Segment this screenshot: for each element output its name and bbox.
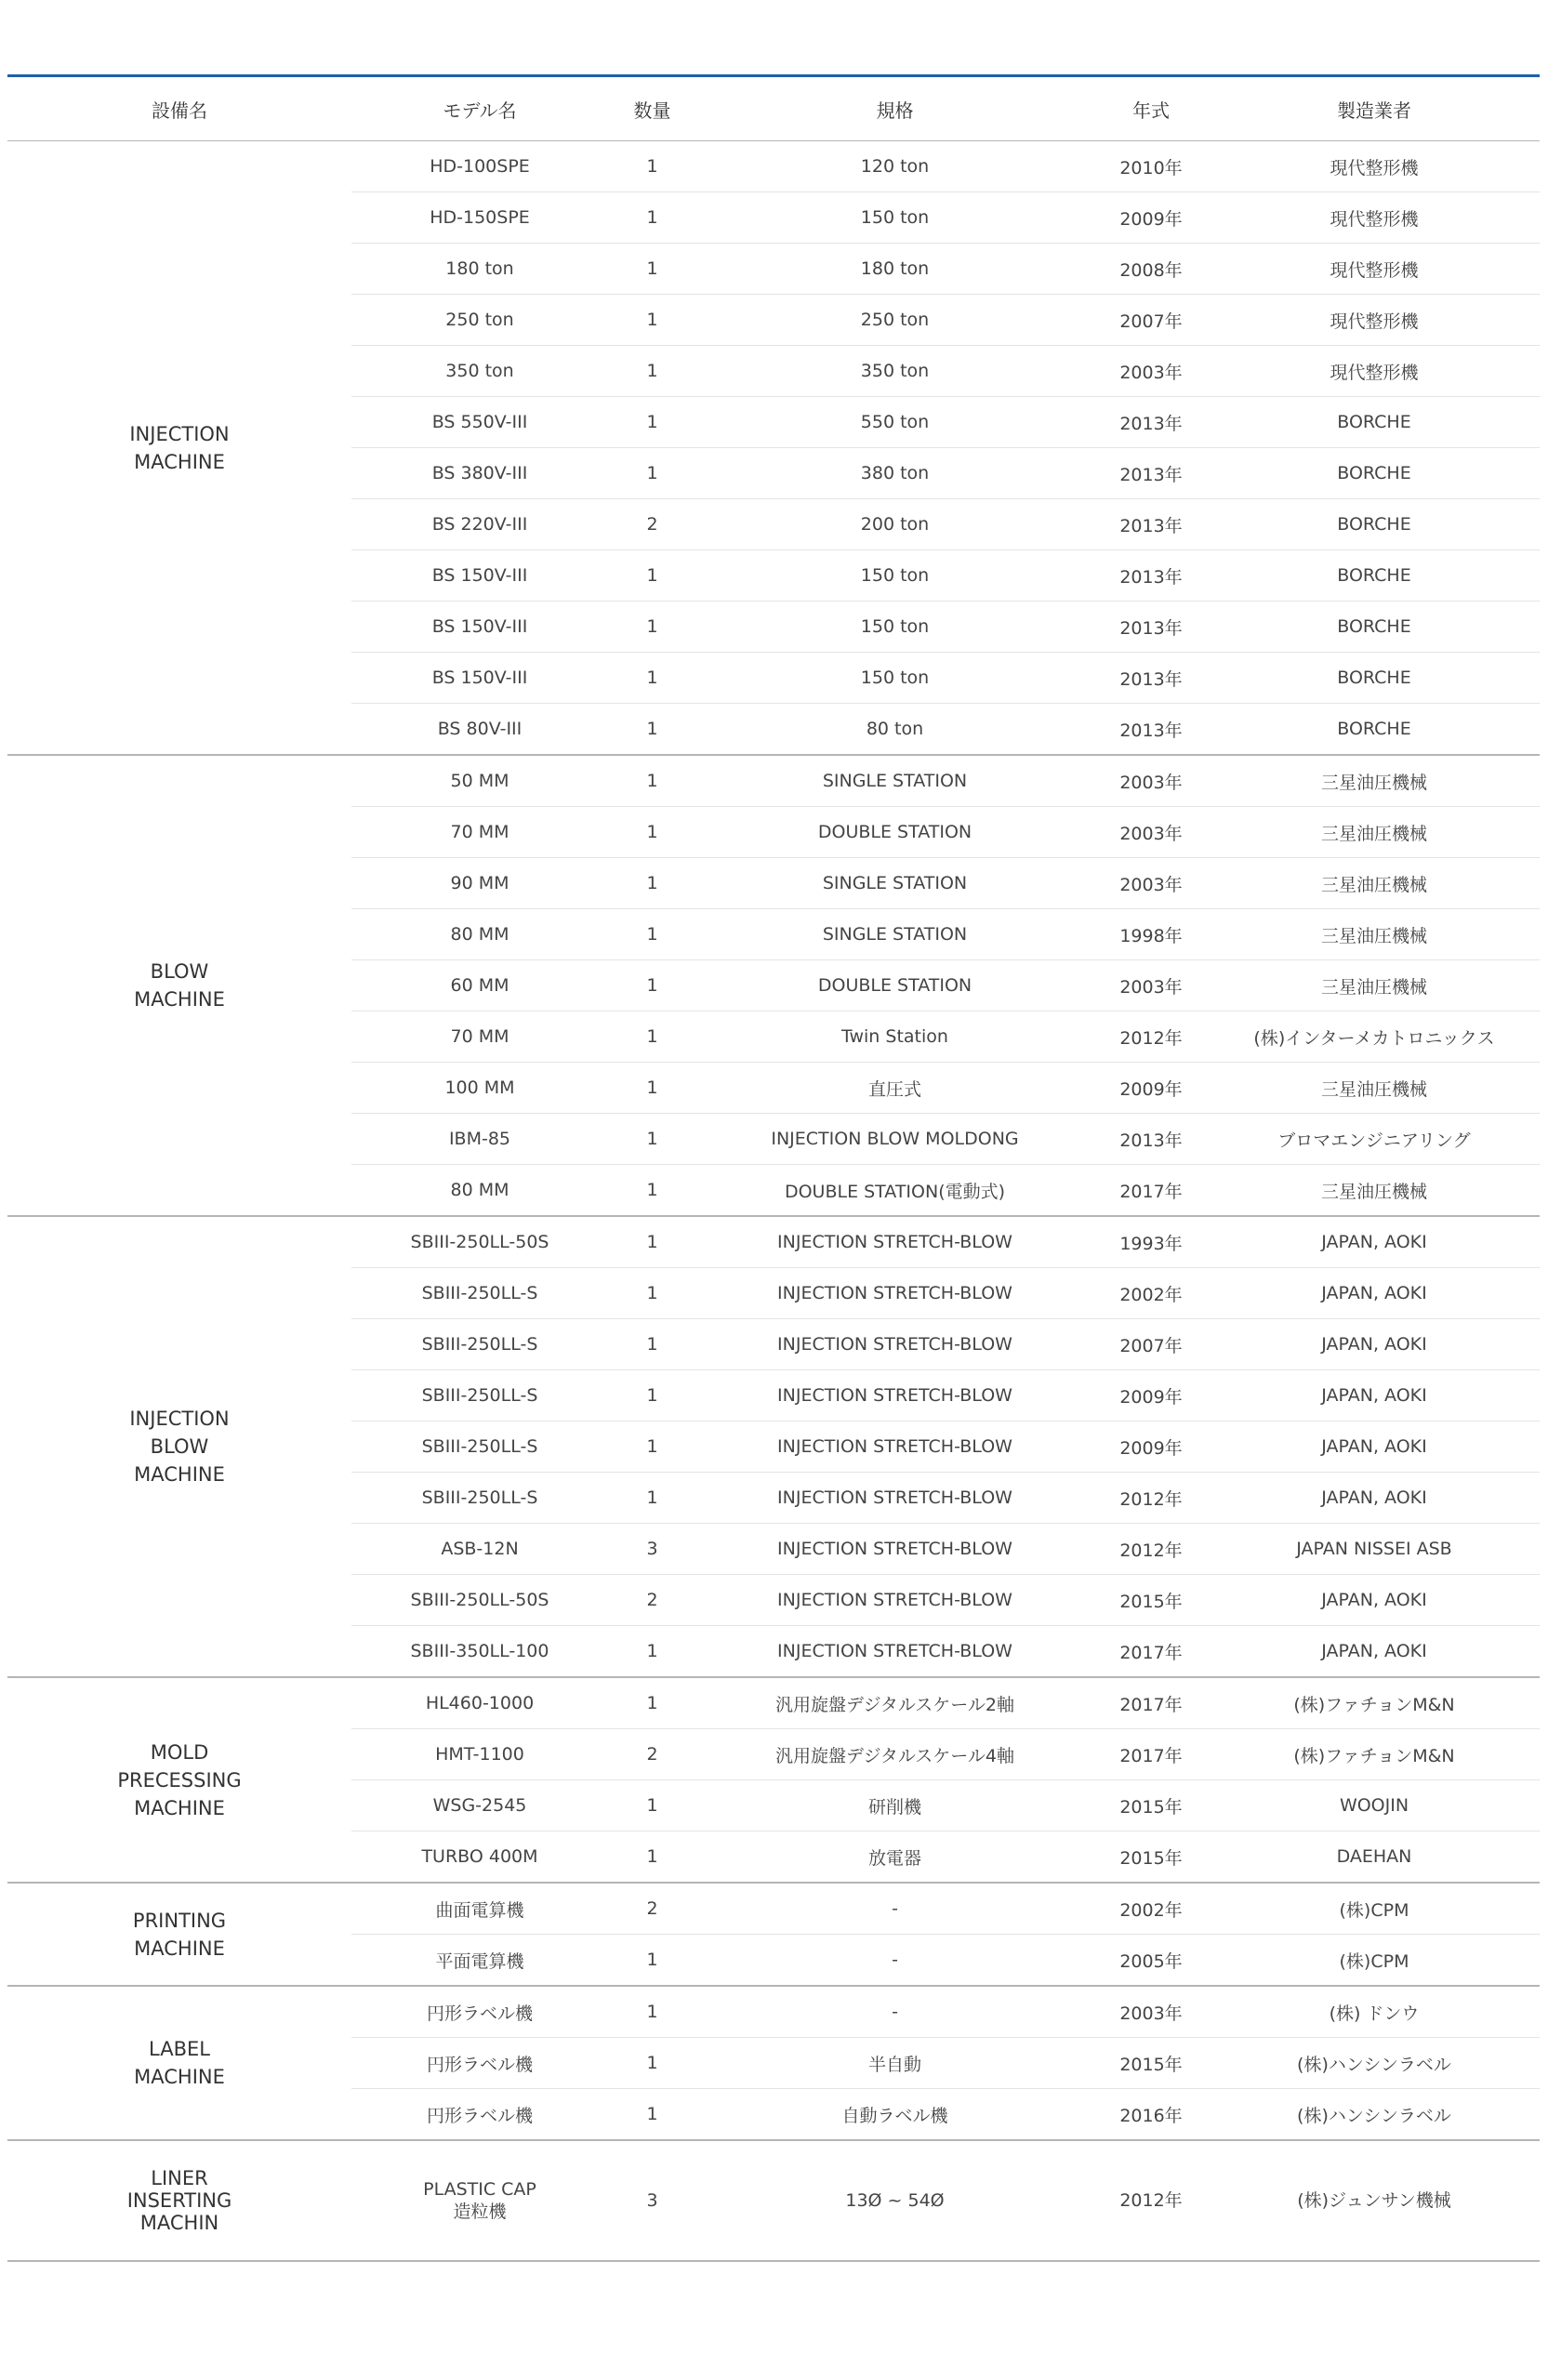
maker-cell: BORCHE xyxy=(1209,550,1540,602)
quantity-cell: 1 xyxy=(608,2089,696,2141)
maker-cell: (株)インターメカトロニックス xyxy=(1209,1012,1540,1063)
maker-cell: 現代整形機 xyxy=(1209,295,1540,346)
quantity-cell: 3 xyxy=(608,1524,696,1575)
spec-cell: 放電器 xyxy=(696,1831,1093,1884)
quantity-cell: 1 xyxy=(608,1370,696,1421)
maker-cell: JAPAN, AOKI xyxy=(1209,1268,1540,1319)
maker-cell: ブロマエンジニアリング xyxy=(1209,1114,1540,1165)
spec-cell: 150 ton xyxy=(696,550,1093,602)
model-cell: SBIII-350LL-100 xyxy=(351,1626,608,1678)
maker-cell: 現代整形機 xyxy=(1209,141,1540,192)
model-cell: ASB-12N xyxy=(351,1524,608,1575)
spec-cell: 150 ton xyxy=(696,653,1093,704)
table-row xyxy=(7,2140,1540,2261)
spec-cell: 380 ton xyxy=(696,448,1093,499)
maker-cell: (株)ファチョンM&N xyxy=(1209,1677,1540,1729)
table-row xyxy=(7,755,1540,807)
spec-cell: 汎用旋盤デジタルスケール4軸 xyxy=(696,1729,1093,1780)
year-cell: 2012年 xyxy=(1093,1473,1209,1524)
spec-cell: 150 ton xyxy=(696,602,1093,653)
spec-cell: 汎用旋盤デジタルスケール2軸 xyxy=(696,1677,1093,1729)
quantity-cell: 1 xyxy=(608,1319,696,1370)
spec-cell: 350 ton xyxy=(696,346,1093,397)
spec-cell: 550 ton xyxy=(696,397,1093,448)
spec-cell: 250 ton xyxy=(696,295,1093,346)
model-cell: BS 220V-III xyxy=(351,499,608,550)
quantity-cell: 1 xyxy=(608,1626,696,1678)
spec-cell: INJECTION STRETCH-BLOW xyxy=(696,1370,1093,1421)
spec-cell: 150 ton xyxy=(696,192,1093,244)
quantity-cell: 1 xyxy=(608,1935,696,1987)
model-cell: 80 MM xyxy=(351,1165,608,1217)
category-cell: MOLD PRECESSING MACHINE xyxy=(7,1677,351,1883)
model-cell: SBIII-250LL-S xyxy=(351,1268,608,1319)
model-cell: SBIII-250LL-50S xyxy=(351,1216,608,1268)
year-cell: 2012年 xyxy=(1093,2140,1209,2261)
model-cell: 50 MM xyxy=(351,755,608,807)
maker-cell: DAEHAN xyxy=(1209,1831,1540,1884)
maker-cell: (株)CPM xyxy=(1209,1935,1540,1987)
maker-cell: (株) ドンウ xyxy=(1209,1986,1540,2038)
year-cell: 2015年 xyxy=(1093,1780,1209,1831)
model-cell: SBIII-250LL-S xyxy=(351,1319,608,1370)
header-row xyxy=(7,77,1540,141)
model-cell: SBIII-250LL-50S xyxy=(351,1575,608,1626)
year-cell: 2007年 xyxy=(1093,1319,1209,1370)
model-cell: HD-100SPE xyxy=(351,141,608,192)
maker-cell: BORCHE xyxy=(1209,499,1540,550)
spec-cell: 80 ton xyxy=(696,704,1093,756)
quantity-cell: 1 xyxy=(608,1986,696,2038)
quantity-cell: 1 xyxy=(608,858,696,909)
maker-cell: JAPAN, AOKI xyxy=(1209,1421,1540,1473)
maker-cell: (株)ジュンサン機械 xyxy=(1209,2140,1540,2261)
model-cell: 180 ton xyxy=(351,244,608,295)
year-cell: 2017年 xyxy=(1093,1729,1209,1780)
year-cell: 2003年 xyxy=(1093,346,1209,397)
year-cell: 2007年 xyxy=(1093,295,1209,346)
year-cell: 2012年 xyxy=(1093,1012,1209,1063)
quantity-cell: 1 xyxy=(608,1114,696,1165)
quantity-cell: 1 xyxy=(608,244,696,295)
spec-cell: 180 ton xyxy=(696,244,1093,295)
spec-cell: 研削機 xyxy=(696,1780,1093,1831)
maker-cell: BORCHE xyxy=(1209,704,1540,756)
year-cell: 2003年 xyxy=(1093,1986,1209,2038)
year-cell: 2005年 xyxy=(1093,1935,1209,1987)
quantity-cell: 1 xyxy=(608,2038,696,2089)
spec-cell: - xyxy=(696,1883,1093,1935)
quantity-cell: 1 xyxy=(608,909,696,960)
quantity-cell: 1 xyxy=(608,1268,696,1319)
spec-cell: DOUBLE STATION xyxy=(696,960,1093,1012)
model-cell: BS 80V-III xyxy=(351,704,608,756)
year-cell: 2013年 xyxy=(1093,704,1209,756)
maker-cell: 三星油圧機械 xyxy=(1209,858,1540,909)
quantity-cell: 1 xyxy=(608,960,696,1012)
maker-cell: BORCHE xyxy=(1209,448,1540,499)
quantity-cell: 2 xyxy=(608,1575,696,1626)
quantity-cell: 2 xyxy=(608,499,696,550)
spec-cell: INJECTION STRETCH-BLOW xyxy=(696,1473,1093,1524)
model-cell: 250 ton xyxy=(351,295,608,346)
year-cell: 2002年 xyxy=(1093,1268,1209,1319)
quantity-cell: 2 xyxy=(608,1883,696,1935)
model-cell: HL460-1000 xyxy=(351,1677,608,1729)
maker-cell: 三星油圧機械 xyxy=(1209,960,1540,1012)
model-cell: SBIII-250LL-S xyxy=(351,1473,608,1524)
model-cell: BS 380V-III xyxy=(351,448,608,499)
spec-cell: 自動ラベル機 xyxy=(696,2089,1093,2141)
year-cell: 2003年 xyxy=(1093,960,1209,1012)
spec-cell: SINGLE STATION xyxy=(696,755,1093,807)
table-header xyxy=(7,77,1540,141)
maker-cell: JAPAN, AOKI xyxy=(1209,1216,1540,1268)
year-cell: 2013年 xyxy=(1093,499,1209,550)
quantity-cell: 1 xyxy=(608,550,696,602)
maker-cell: 現代整形機 xyxy=(1209,192,1540,244)
quantity-cell: 3 xyxy=(608,2140,696,2261)
maker-cell: BORCHE xyxy=(1209,397,1540,448)
maker-cell: 三星油圧機械 xyxy=(1209,909,1540,960)
spec-cell: 13Ø ~ 54Ø xyxy=(696,2140,1093,2261)
year-cell: 2015年 xyxy=(1093,2038,1209,2089)
quantity-cell: 1 xyxy=(608,755,696,807)
year-cell: 2017年 xyxy=(1093,1165,1209,1217)
header-quantity: 数量 xyxy=(608,77,696,141)
table-body xyxy=(7,141,1540,2262)
maker-cell: (株)CPM xyxy=(1209,1883,1540,1935)
category-cell: INJECTION MACHINE xyxy=(7,141,351,756)
spec-cell: 120 ton xyxy=(696,141,1093,192)
year-cell: 2010年 xyxy=(1093,141,1209,192)
quantity-cell: 1 xyxy=(608,1677,696,1729)
maker-cell: (株)ファチョンM&N xyxy=(1209,1729,1540,1780)
model-cell: 100 MM xyxy=(351,1063,608,1114)
spec-cell: - xyxy=(696,1986,1093,2038)
model-cell: SBIII-250LL-S xyxy=(351,1370,608,1421)
quantity-cell: 1 xyxy=(608,141,696,192)
spec-cell: - xyxy=(696,1935,1093,1987)
category-cell: INJECTION BLOW MACHINE xyxy=(7,1216,351,1677)
spec-cell: INJECTION STRETCH-BLOW xyxy=(696,1421,1093,1473)
header-model: モデル名 xyxy=(351,77,608,141)
model-cell: PLASTIC CAP 造粒機 xyxy=(351,2140,608,2261)
year-cell: 2008年 xyxy=(1093,244,1209,295)
spec-cell: INJECTION STRETCH-BLOW xyxy=(696,1216,1093,1268)
header-spec: 規格 xyxy=(696,77,1093,141)
year-cell: 2009年 xyxy=(1093,1370,1209,1421)
quantity-cell: 1 xyxy=(608,1831,696,1884)
model-cell: 平面電算機 xyxy=(351,1935,608,1987)
quantity-cell: 1 xyxy=(608,295,696,346)
year-cell: 2013年 xyxy=(1093,1114,1209,1165)
maker-cell: JAPAN NISSEI ASB xyxy=(1209,1524,1540,1575)
year-cell: 2003年 xyxy=(1093,858,1209,909)
category-cell: LINER INSERTING MACHIN xyxy=(7,2140,351,2261)
spec-cell: INJECTION STRETCH-BLOW xyxy=(696,1268,1093,1319)
quantity-cell: 1 xyxy=(608,1012,696,1063)
model-cell: 80 MM xyxy=(351,909,608,960)
model-cell: 曲面電算機 xyxy=(351,1883,608,1935)
spec-cell: DOUBLE STATION xyxy=(696,807,1093,858)
model-cell: 円形ラベル機 xyxy=(351,1986,608,2038)
quantity-cell: 1 xyxy=(608,602,696,653)
model-cell: HMT-1100 xyxy=(351,1729,608,1780)
maker-cell: (株)ハンシンラベル xyxy=(1209,2038,1540,2089)
year-cell: 2013年 xyxy=(1093,550,1209,602)
quantity-cell: 1 xyxy=(608,1165,696,1217)
year-cell: 2013年 xyxy=(1093,602,1209,653)
header-year: 年式 xyxy=(1093,77,1209,141)
year-cell: 2009年 xyxy=(1093,1063,1209,1114)
spec-cell: INJECTION STRETCH-BLOW xyxy=(696,1575,1093,1626)
year-cell: 2015年 xyxy=(1093,1831,1209,1884)
model-cell: HD-150SPE xyxy=(351,192,608,244)
category-cell: PRINTING MACHINE xyxy=(7,1883,351,1986)
maker-cell: 現代整形機 xyxy=(1209,244,1540,295)
spec-cell: SINGLE STATION xyxy=(696,909,1093,960)
quantity-cell: 1 xyxy=(608,1473,696,1524)
year-cell: 2017年 xyxy=(1093,1626,1209,1678)
maker-cell: JAPAN, AOKI xyxy=(1209,1370,1540,1421)
maker-cell: JAPAN, AOKI xyxy=(1209,1473,1540,1524)
maker-cell: JAPAN, AOKI xyxy=(1209,1626,1540,1678)
model-cell: 90 MM xyxy=(351,858,608,909)
maker-cell: 三星油圧機械 xyxy=(1209,807,1540,858)
model-cell: 円形ラベル機 xyxy=(351,2089,608,2141)
quantity-cell: 1 xyxy=(608,192,696,244)
spec-cell: INJECTION STRETCH-BLOW xyxy=(696,1319,1093,1370)
maker-cell: WOOJIN xyxy=(1209,1780,1540,1831)
model-cell: BS 150V-III xyxy=(351,550,608,602)
spec-cell: INJECTION STRETCH-BLOW xyxy=(696,1626,1093,1678)
model-cell: BS 150V-III xyxy=(351,602,608,653)
spec-cell: INJECTION BLOW MOLDONG xyxy=(696,1114,1093,1165)
model-cell: WSG-2545 xyxy=(351,1780,608,1831)
model-cell: 70 MM xyxy=(351,807,608,858)
maker-cell: 三星油圧機械 xyxy=(1209,1063,1540,1114)
year-cell: 2002年 xyxy=(1093,1883,1209,1935)
year-cell: 1998年 xyxy=(1093,909,1209,960)
spec-cell: 半自動 xyxy=(696,2038,1093,2089)
equipment-table-container xyxy=(7,74,1540,2262)
model-cell: BS 150V-III xyxy=(351,653,608,704)
quantity-cell: 2 xyxy=(608,1729,696,1780)
model-cell: BS 550V-III xyxy=(351,397,608,448)
model-cell: 60 MM xyxy=(351,960,608,1012)
spec-cell: 200 ton xyxy=(696,499,1093,550)
year-cell: 2013年 xyxy=(1093,448,1209,499)
year-cell: 2003年 xyxy=(1093,755,1209,807)
model-cell: 円形ラベル機 xyxy=(351,2038,608,2089)
year-cell: 2012年 xyxy=(1093,1524,1209,1575)
year-cell: 2013年 xyxy=(1093,653,1209,704)
maker-cell: (株)ハンシンラベル xyxy=(1209,2089,1540,2141)
year-cell: 2016年 xyxy=(1093,2089,1209,2141)
spec-cell: INJECTION STRETCH-BLOW xyxy=(696,1524,1093,1575)
quantity-cell: 1 xyxy=(608,397,696,448)
year-cell: 2013年 xyxy=(1093,397,1209,448)
equipment-table xyxy=(7,77,1540,2262)
table-row xyxy=(7,1216,1540,1268)
quantity-cell: 1 xyxy=(608,346,696,397)
maker-cell: BORCHE xyxy=(1209,602,1540,653)
category-cell: LABEL MACHINE xyxy=(7,1986,351,2140)
model-cell: 70 MM xyxy=(351,1012,608,1063)
quantity-cell: 1 xyxy=(608,807,696,858)
quantity-cell: 1 xyxy=(608,448,696,499)
table-row xyxy=(7,1883,1540,1935)
year-cell: 2015年 xyxy=(1093,1575,1209,1626)
quantity-cell: 1 xyxy=(608,1063,696,1114)
spec-cell: 直圧式 xyxy=(696,1063,1093,1114)
table-row xyxy=(7,1677,1540,1729)
year-cell: 2017年 xyxy=(1093,1677,1209,1729)
model-cell: IBM-85 xyxy=(351,1114,608,1165)
quantity-cell: 1 xyxy=(608,1421,696,1473)
table-row xyxy=(7,1986,1540,2038)
maker-cell: 三星油圧機械 xyxy=(1209,1165,1540,1217)
header-maker: 製造業者 xyxy=(1209,77,1540,141)
year-cell: 2009年 xyxy=(1093,192,1209,244)
maker-cell: JAPAN, AOKI xyxy=(1209,1575,1540,1626)
year-cell: 2009年 xyxy=(1093,1421,1209,1473)
model-cell: SBIII-250LL-S xyxy=(351,1421,608,1473)
quantity-cell: 1 xyxy=(608,704,696,756)
model-cell: 350 ton xyxy=(351,346,608,397)
quantity-cell: 1 xyxy=(608,1780,696,1831)
year-cell: 2003年 xyxy=(1093,807,1209,858)
maker-cell: JAPAN, AOKI xyxy=(1209,1319,1540,1370)
maker-cell: 三星油圧機械 xyxy=(1209,755,1540,807)
year-cell: 1993年 xyxy=(1093,1216,1209,1268)
header-equipment: 設備名 xyxy=(7,77,351,141)
table-row xyxy=(7,141,1540,192)
maker-cell: BORCHE xyxy=(1209,653,1540,704)
maker-cell: 現代整形機 xyxy=(1209,346,1540,397)
spec-cell: Twin Station xyxy=(696,1012,1093,1063)
spec-cell: DOUBLE STATION(電動式) xyxy=(696,1165,1093,1217)
model-cell: TURBO 400M xyxy=(351,1831,608,1884)
quantity-cell: 1 xyxy=(608,1216,696,1268)
category-cell: BLOW MACHINE xyxy=(7,755,351,1216)
spec-cell: SINGLE STATION xyxy=(696,858,1093,909)
quantity-cell: 1 xyxy=(608,653,696,704)
